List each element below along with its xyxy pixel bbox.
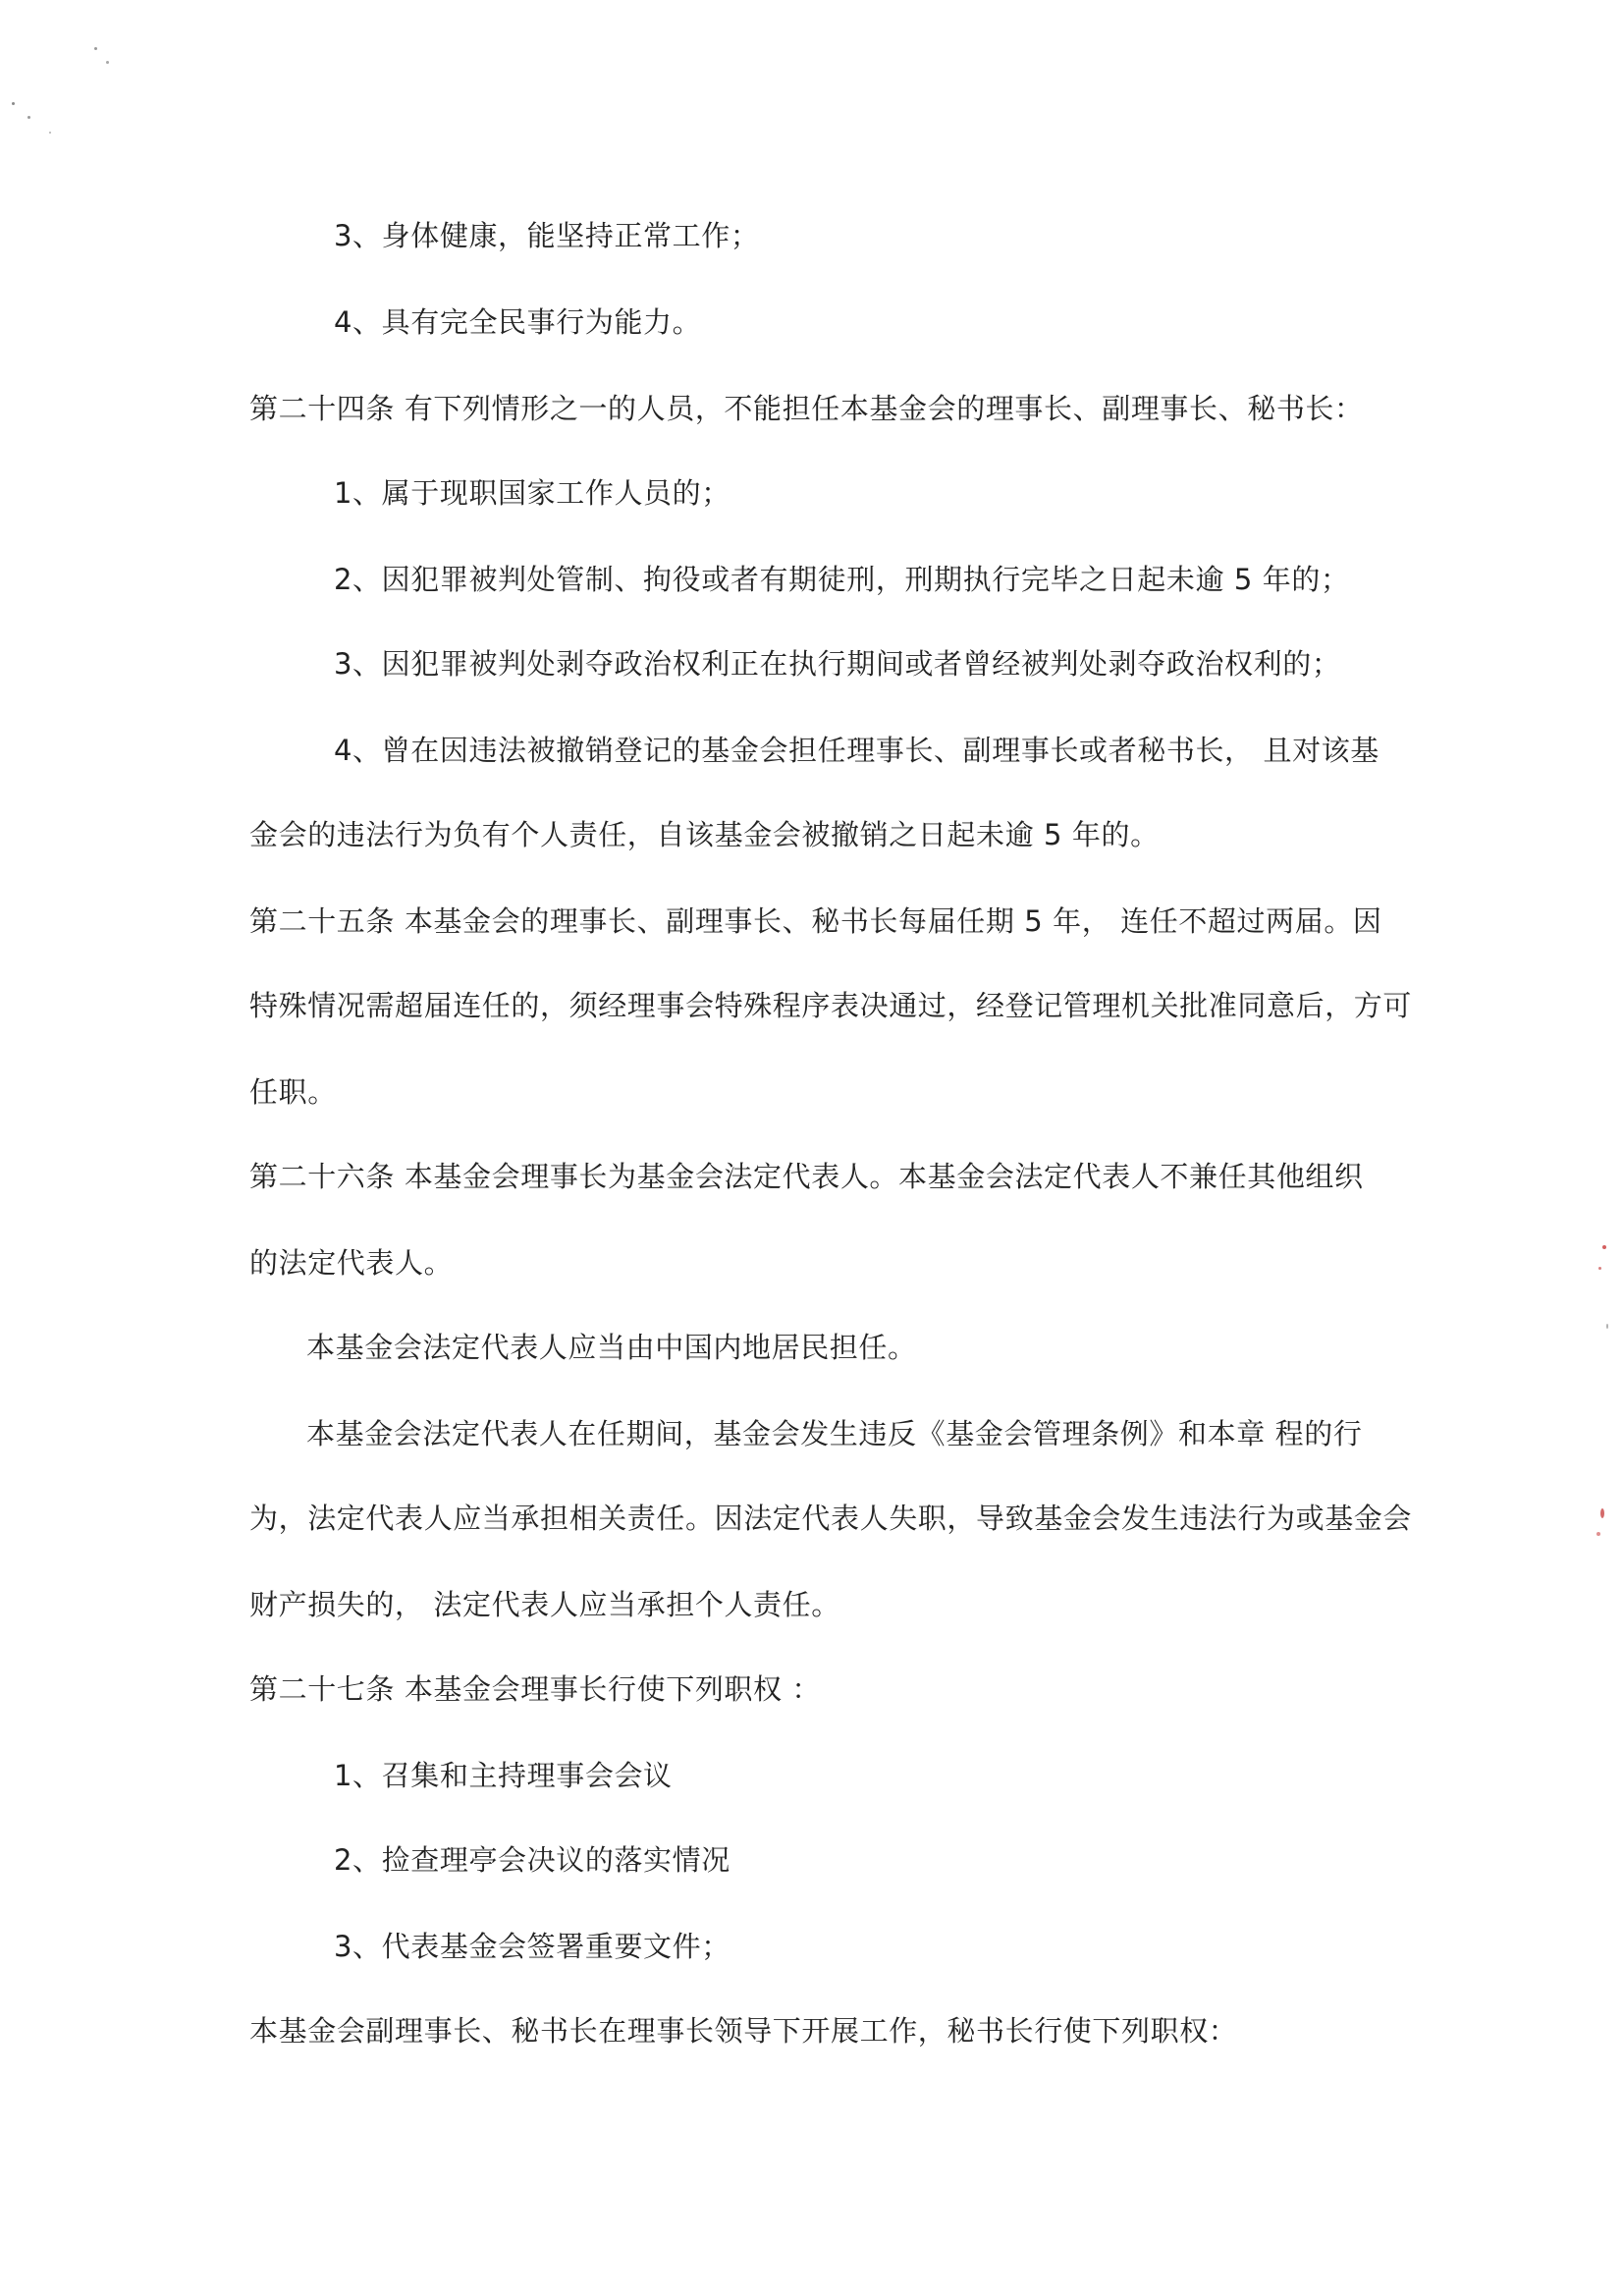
scan-speck: [1596, 1532, 1600, 1536]
scan-speck: [27, 116, 30, 119]
article-25-paragraph-end: 任职。: [249, 1075, 337, 1109]
list-item-sign-documents: 3、代表基金会签署重要文件；: [334, 1930, 730, 1963]
article-26-paragraph-end: 的法定代表人。: [249, 1246, 454, 1280]
scan-speck: [94, 47, 97, 50]
scan-speck: [1606, 1324, 1608, 1329]
article-26-paragraph: 第二十六条 本基金会理事长为基金会法定代表人。本基金会法定代表人不兼任其他组织: [249, 1160, 1364, 1193]
list-item-criminal-sentence: 2、因犯罪被判处管制、拘役或者有期徒刑，刑期执行完毕之日起未逾 5 年的；: [334, 563, 1350, 596]
list-item-revoked-foundation: 4、曾在因违法被撤销登记的基金会担任理事长、副理事长或者秘书长， 且对该基: [334, 734, 1380, 767]
legal-rep-liability-end: 财产损失的， 法定代表人应当承担个人责任。: [249, 1588, 840, 1621]
article-25-paragraph-cont: 特殊情况需超届连任的，须经理事会特殊程序表决通过，经登记管理机关批准同意后，方可: [249, 989, 1413, 1022]
scan-speck: [49, 132, 51, 134]
secretary-general-powers: 本基金会副理事长、秘书长在理事长领导下开展工作，秘书长行使下列职权：: [249, 2014, 1238, 2048]
scan-speck: [12, 102, 15, 105]
list-item-convene-meetings: 1、召集和主持理事会会议: [334, 1759, 673, 1792]
list-item-state-employee: 1、属于现职国家工作人员的；: [334, 476, 730, 510]
article-24-heading: 第二十四条 有下列情形之一的人员，不能担任本基金会的理事长、副理事长、秘书长：: [249, 392, 1364, 425]
legal-rep-liability-cont: 为，法定代表人应当承担相关责任。因法定代表人失职，导致基金会发生违法行为或基金会: [249, 1502, 1413, 1535]
legal-rep-liability: 本基金会法定代表人在任期间，基金会发生违反《基金会管理条例》和本章 程的行: [306, 1417, 1363, 1450]
scan-speck: [1598, 1267, 1601, 1270]
scan-speck: [106, 61, 109, 64]
article-25-paragraph: 第二十五条 本基金会的理事长、副理事长、秘书长每届任期 5 年， 连任不超过两届。因: [249, 904, 1382, 938]
list-item-check-resolutions: 2、捡查理亭会决议的落实情况: [334, 1843, 730, 1877]
list-item-revoked-foundation-cont: 金会的违法行为负有个人责任，自该基金会被撤销之日起未逾 5 年的。: [249, 818, 1160, 851]
list-item-political-rights: 3、因犯罪被判处剥夺政治权利正在执行期间或者曾经被判处剥夺政治权利的；: [334, 647, 1341, 681]
scan-speck: [1600, 1508, 1604, 1518]
article-27-heading: 第二十七条 本基金会理事长行使下列职权 ：: [249, 1672, 822, 1706]
legal-rep-residency: 本基金会法定代表人应当由中国内地居民担任。: [306, 1331, 917, 1364]
scan-speck: [1602, 1245, 1606, 1249]
list-item-civil-capacity: 4、具有完全民事行为能力。: [334, 305, 702, 339]
list-item-health: 3、身体健康，能坚持正常工作；: [334, 219, 760, 252]
